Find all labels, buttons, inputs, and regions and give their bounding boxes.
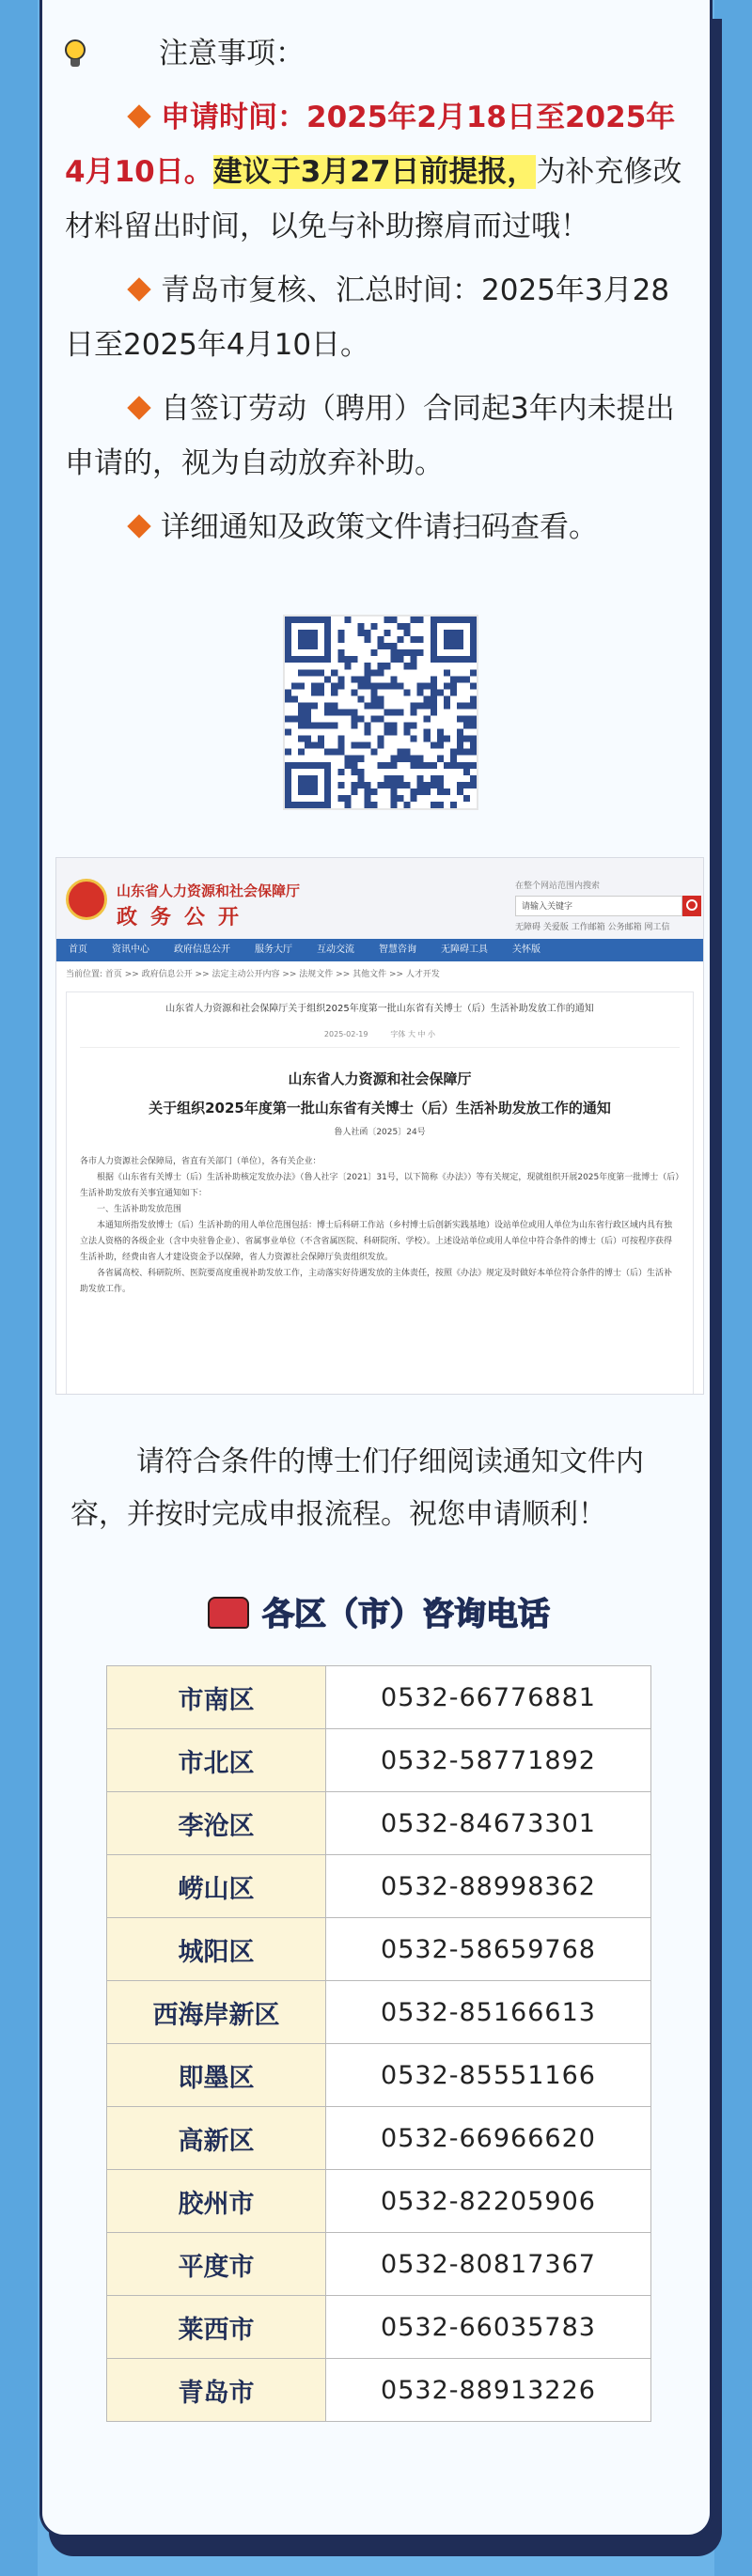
notes-section	[65, 26, 695, 564]
content-panel	[39, 0, 713, 2537]
phone-cell[interactable]: 0532-88913226	[326, 2359, 651, 2422]
breadcrumb: 当前位置: 首页 >> 政府信息公开 >> 法定主动公开内容 >> 法规文件 >> 其他文件 >> 人才开发	[66, 970, 440, 979]
phone-cell[interactable]: 0532-85166613	[326, 1981, 651, 2044]
table-row	[107, 1981, 651, 2044]
gov-nav-item[interactable]: 智慧咨询	[379, 945, 416, 955]
scan-text: 详细通知及政策文件请扫码查看。	[161, 510, 598, 544]
national-emblem-icon	[66, 879, 107, 920]
table-row	[107, 2170, 651, 2233]
qr-code-image[interactable]	[283, 615, 478, 810]
district-cell: 即墨区	[107, 2044, 326, 2107]
phone-cell[interactable]: 0532-66776881	[326, 1666, 651, 1729]
review-text: 青岛市复核、汇总时间：2025年3月28日至2025年4月10日。	[65, 273, 670, 362]
doc-paragraph: 本通知所指发放博士（后）生活补助的用人单位范围包括：博士后科研工作站（乡村博士后创新实践基地）设站单位或用人单位为山东省行政区域内具有独立法人资格的各级企业（含中央驻鲁企业）、省属事业单位（不含省属医院、科研院所、学校）。上述设站单位或用人单位中符合条件的博士（后）可按程序获得生活补助，经费由省人才建设资金予以保障，省人力资源社会保障厅负责组织发放。	[80, 1221, 673, 1262]
doc-number: 鲁人社函〔2025〕24号	[334, 1128, 426, 1137]
gov-org-name: 山东省人力资源和社会保障厅	[117, 882, 301, 899]
note-review	[65, 263, 695, 372]
table-row	[107, 2044, 651, 2107]
phone-cell[interactable]: 0532-84673301	[326, 1792, 651, 1855]
diamond-bullet-icon	[127, 104, 150, 128]
gov-nav-item[interactable]: 服务大厅	[255, 945, 292, 955]
lightbulb-icon	[65, 39, 86, 68]
table-row	[107, 2359, 651, 2422]
table-row	[107, 1792, 651, 1855]
table-row	[107, 1855, 651, 1918]
doc-date: 2025-02-19	[323, 1030, 368, 1038]
telephone-icon	[208, 1597, 249, 1629]
contacts-title: 各区（市）咨询电话	[262, 1596, 550, 1633]
district-cell: 李沧区	[107, 1792, 326, 1855]
gov-nav-item[interactable]: 首页	[69, 945, 87, 955]
apply-time-text: 申请时间：2025年2月18日至2025年4月10日。	[65, 101, 676, 189]
district-cell: 市南区	[107, 1666, 326, 1729]
doc-paragraph: 一、生活补助发放范围	[97, 1205, 182, 1214]
doc-meta	[80, 1029, 680, 1048]
district-cell: 平度市	[107, 2233, 326, 2296]
gov-nav-item[interactable]: 资讯中心	[112, 945, 149, 955]
gov-nav-bar	[56, 939, 703, 961]
phone-cell[interactable]: 0532-66035783	[326, 2296, 651, 2359]
phone-cell[interactable]: 0532-85551166	[326, 2044, 651, 2107]
doc-title-org: 山东省人力资源和社会保障厅	[288, 1070, 472, 1087]
diamond-bullet-icon	[127, 396, 150, 419]
note-waiver	[65, 382, 695, 491]
phone-cell[interactable]: 0532-82205906	[326, 2170, 651, 2233]
doc-paragraph: 各市人力资源社会保障局，省直有关部门（单位），各有关企业：	[80, 1157, 321, 1166]
diamond-bullet-icon	[127, 277, 150, 301]
phone-cell[interactable]: 0532-88998362	[326, 1855, 651, 1918]
suggest-highlight: 建议于3月27日前提报，	[212, 155, 537, 189]
gov-nav-item[interactable]: 无障碍工具	[441, 945, 488, 955]
gov-nav-item[interactable]: 关怀版	[512, 945, 540, 955]
table-row	[107, 1666, 651, 1729]
gov-document	[66, 991, 694, 1395]
table-row	[107, 2296, 651, 2359]
table-row	[107, 2107, 651, 2170]
district-cell: 城阳区	[107, 1918, 326, 1981]
phone-table	[106, 1665, 651, 2422]
doc-body	[80, 1154, 680, 1298]
district-cell: 市北区	[107, 1729, 326, 1792]
suggest-rest-text: 为补充修改材料留出时间，以免与补助擦肩而过哦！	[65, 155, 682, 243]
gov-nav-item[interactable]: 政府信息公开	[174, 945, 230, 955]
phone-cell[interactable]: 0532-80817367	[326, 2233, 651, 2296]
diamond-bullet-icon	[127, 514, 150, 538]
notes-title: 注意事项：	[159, 37, 305, 70]
background-left	[0, 0, 38, 2576]
note-apply-time	[65, 90, 695, 254]
doc-paragraph: 根据《山东省有关博士（后）生活补助核定发放办法》（鲁人社字〔2021〕31号，以下简称《办法》）等有关规定，现就组织开展2025年度第一批博士（后）生活补助发放有关事宜通知如下：	[80, 1173, 680, 1198]
table-row	[107, 2233, 651, 2296]
phone-cell[interactable]: 0532-66966620	[326, 2107, 651, 2170]
doc-paragraph: 各省属高校、科研院所、医院要高度重视补助发放工作，主动落实好待遇发放的主体责任，按照《办法》规定及时做好本单位符合条件的博士（后）生活补助发放工作。	[80, 1269, 673, 1294]
district-cell: 青岛市	[107, 2359, 326, 2422]
gov-header	[56, 858, 703, 939]
doc-title-main: 关于组织2025年度第一批山东省有关博士（后）生活补助发放工作的通知	[149, 1100, 611, 1116]
gov-site-screenshot	[55, 857, 704, 1395]
gov-section-name: 政务公开	[117, 906, 253, 929]
district-cell: 胶州市	[107, 2170, 326, 2233]
district-cell: 崂山区	[107, 1855, 326, 1918]
gov-search-input[interactable]: 请输入关键字	[515, 896, 682, 916]
font-size-controls[interactable]: 字体 大 中 小	[390, 1030, 436, 1038]
gov-search-hint: 在整个网站范围内搜索	[515, 882, 601, 891]
notes-title-row	[65, 26, 695, 81]
table-row	[107, 1918, 651, 1981]
gov-nav-item[interactable]: 互动交流	[317, 945, 354, 955]
doc-header: 山东省人力资源和社会保障厅关于组织2025年度第一批山东省有关博士（后）生活补助发放工作的通知	[165, 1004, 594, 1014]
district-cell: 高新区	[107, 2107, 326, 2170]
waiver-text: 自签订劳动（聘用）合同起3年内未提出申请的，视为自动放弃补助。	[65, 392, 675, 480]
search-icon[interactable]	[682, 896, 701, 916]
phone-cell[interactable]: 0532-58659768	[326, 1918, 651, 1981]
phone-cell[interactable]: 0532-58771892	[326, 1729, 651, 1792]
contacts-title-row	[42, 1588, 715, 1634]
intro-text: 请符合条件的博士们仔细阅读通知文件内容，并按时完成申报流程。祝您申请顺利！	[70, 1445, 644, 1531]
note-scan	[65, 500, 695, 554]
district-cell: 莱西市	[107, 2296, 326, 2359]
table-row	[107, 1729, 651, 1792]
gov-top-links[interactable]: 无障碍 关爱版 工作邮箱 公务邮箱 网工信	[515, 923, 670, 932]
district-cell: 西海岸新区	[107, 1981, 326, 2044]
